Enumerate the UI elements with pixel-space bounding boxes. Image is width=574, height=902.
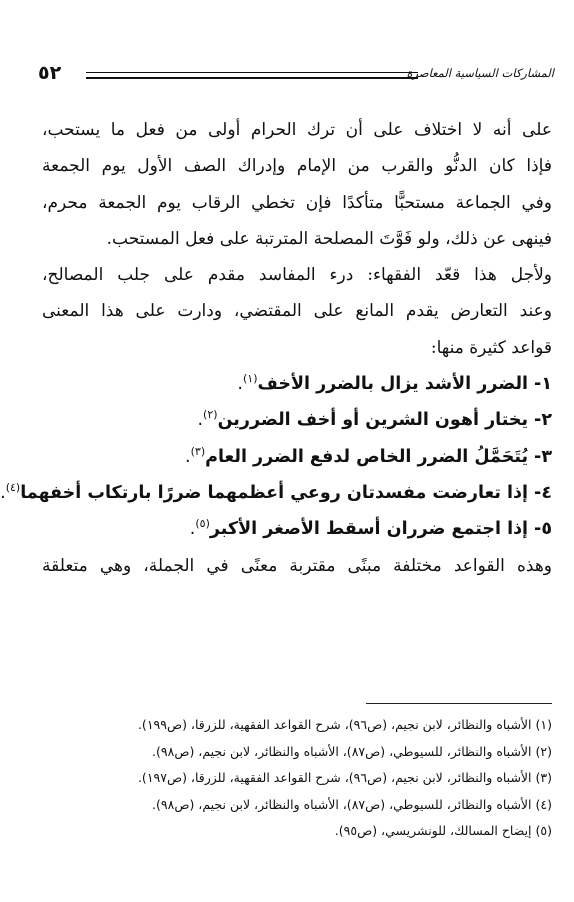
footnote-ref: (٢) xyxy=(203,408,218,422)
text-line: على أنه لا اختلاف على أن ترك الحرام أولى من فعل ما يستحب، xyxy=(42,120,552,140)
rule-item xyxy=(42,511,552,547)
running-title: المشاركات السياسية المعاصرة xyxy=(406,66,554,80)
text-line: وعند التعارض يقدم المانع على المقتضي، ودارت على هذا المعنى xyxy=(42,301,552,322)
rule-number: ٢- xyxy=(534,410,552,431)
text-line: وهذه القواعد مختلفة مبنًى مقتربة معنًى في الجملة، وهي متعلقة xyxy=(42,555,552,576)
rules-list xyxy=(0,366,552,547)
rule-text: يُتَحَمَّلُ الضرر الخاص لدفع الضرر العام xyxy=(205,446,529,467)
paragraph-3 xyxy=(42,548,552,584)
text-line: قواعد كثيرة منها: xyxy=(430,337,552,358)
footnote-ref: (٣) xyxy=(190,444,206,458)
footnote: (٢) الأشباه والنظائر، للسيوطي، (ص٨٧)، الأشباه والنظائر، لابن نجيم، (ص٩٨). xyxy=(152,743,552,759)
page-header xyxy=(38,62,554,84)
rule-text: يختار أهون الشرين أو أخف الضررين xyxy=(217,410,529,431)
rule-number: ١- xyxy=(534,374,552,395)
footnote-ref: (٥) xyxy=(195,517,210,531)
footnote-ref: (٤) xyxy=(5,481,21,495)
rule-text: إذا تعارضت مفسدتان روعي أعظمهما ضررًا بارتكاب أخفهما xyxy=(20,482,529,503)
rule-number: ٣- xyxy=(534,446,552,467)
footnotes xyxy=(42,712,552,845)
rule-item xyxy=(42,439,552,475)
text-line: فينهى عن ذلك، ولو فَوَّتَ المصلحة المترتبة على فعل المستحب. xyxy=(106,228,552,249)
rule-trail: . xyxy=(237,374,243,395)
rule-trail: . xyxy=(0,482,6,503)
text-line: فإذا كان الدنُّو والقرب من الإمام وإدراك الصف الأول يوم الجمعة xyxy=(42,156,552,177)
header-rule xyxy=(86,72,418,79)
footnote: (٥) إيضاح المسالك، للونشريسي، (ص٩٥). xyxy=(334,823,552,838)
rule-number: ٥- xyxy=(534,519,552,540)
paragraph-1 xyxy=(42,112,552,257)
footnote-ref: (١) xyxy=(242,372,258,386)
page-number: ٥٢ xyxy=(38,62,62,84)
text-line: وفي الجماعة مستحبًّا متأكدًا فإن تخطي الرقاب يوم الجمعة محرم، xyxy=(42,192,552,213)
rule-trail: . xyxy=(189,519,196,540)
rule-trail: . xyxy=(197,410,204,431)
rule-text: إذا اجتمع ضرران أسقط الأصغر الأكبر xyxy=(209,519,529,540)
body-text xyxy=(0,112,552,584)
footnote: (٣) الأشباه والنظائر، لابن نجيم، (ص٩٦)، شرح القواعد الفقهية، للزرقا، (ص١٩٧). xyxy=(137,770,552,785)
footnote: (١) الأشباه والنظائر، لابن نجيم، (ص٩٦)، شرح القواعد الفقهية، للزرقا، (ص١٩٩). xyxy=(137,717,552,732)
footnote: (٤) الأشباه والنظائر، للسيوطي، (ص٨٧)، الأشباه والنظائر، لابن نجيم، (ص٩٨). xyxy=(152,796,552,812)
rule-trail: . xyxy=(185,446,191,467)
text-line: ولأجل هذا قعّد الفقهاء: درء المفاسد مقدم على جلب المصالح، xyxy=(42,265,552,286)
rule-item xyxy=(42,366,552,402)
rule-item xyxy=(0,475,552,511)
rule-text: الضرر الأشد يزال بالضرر الأخف xyxy=(257,374,529,395)
footnote-separator xyxy=(366,703,552,704)
paragraph-2 xyxy=(42,257,552,366)
rule-item xyxy=(42,402,552,438)
rule-number: ٤- xyxy=(534,482,552,503)
